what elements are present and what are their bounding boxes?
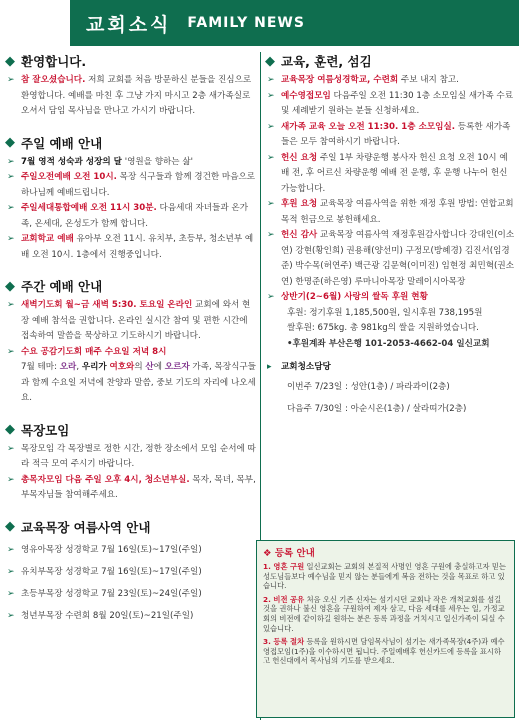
section-title: ◆ 주간 예배 안내 — [5, 278, 103, 294]
arrow-icon: ➢ — [7, 544, 15, 555]
arrow-icon: ➢ — [7, 234, 15, 244]
cleaning-label: ▸ 교회청소담당 — [265, 360, 515, 376]
list-item: ➢ 헌신 요청 주일 1부 차량운행 봉사자 헌신 요청 오전 10시 예배 전, 후 어르신 차량운행 예배 전 운행, 후 운행 나누어 헌신 가능합니다. — [267, 152, 508, 194]
page-subtitle: FAMILY NEWS — [187, 15, 305, 31]
list-item: ➢ 상반기(2~6월) 사랑의 쌀독 후원 현황 — [265, 290, 515, 306]
list-item: ➢ 주일오전예배 오전 10시. 목장 식구들과 함께 경건한 마음으로 하나님께 예배드립니다. — [7, 172, 256, 198]
registration-para: 3. 등록 절차 등록을 원하시면 담임목사님이 섬기는 새가족목장(4주)과 예수영접모임(1주)을 이수하시면 됩니다. 주일예배후 헌신카드에 등록을 표시하고 헌신대에서 목사님의 기도를 받으세요. — [263, 637, 505, 666]
triangle-icon: ▸ — [267, 362, 272, 372]
registration-para: 1. 영혼 구원 일신교회는 교회의 본질적 사명인 영혼 구원에 충실하고자 믿는 성도님들보다 예수님을 믿지 않는 분들에게 복음 전하는 것을 목표로 하고 있습니다. — [263, 562, 506, 591]
diamond-icon: ◆ — [5, 519, 15, 534]
list-item: ➢ 후원 요청 교육목장 여름사역을 위한 재정 후원 방법: 연합교회 목적 헌금으로 봉헌해세요. — [267, 199, 514, 225]
section-title: ◆ 목장모임 — [5, 422, 70, 438]
arrow-icon: ➢ — [7, 566, 15, 577]
arrow-icon: ➢ — [267, 199, 275, 209]
diamond-icon: ◆ — [5, 278, 15, 294]
section-title: ◆ 주일 예배 안내 — [5, 135, 103, 151]
list-item: ➢ 유치부목장 성경학교 7월 16일(토)~17일(주일) — [5, 561, 257, 583]
cleaning-row: 이번주 7/23일 : 성안(1층) / 파라과이(2층) — [287, 381, 450, 392]
registration-title: ❖ 등록 안내 — [263, 548, 315, 559]
registration-para: 2. 비전 공유 처음 오신 기존 신자는 섬기시던 교회나 작은 개척교회를 섬길 것을 권하나 불신 영혼을 구원하여 제자 삼고, 다음 세대를 세우는 일, 가정교회의 비전에 같이하길 원하는 분은 등록 과정을 거치시고 일신가족이 되실 수 있습니다. — [263, 594, 505, 633]
arrow-icon: ➢ — [7, 75, 15, 85]
arrow-icon: ➢ — [267, 121, 275, 132]
arrow-icon: ➢ — [267, 75, 275, 85]
list-item: ➢ 초등부목장 성경학교 7월 23일(토)~24일(주일) — [5, 583, 257, 605]
page-title: 교회소식 — [86, 13, 172, 36]
summer-ministry-section — [5, 518, 257, 627]
education-section — [265, 52, 515, 352]
arrow-icon: ➢ — [7, 610, 15, 621]
rice-support: 후원: 정기후원 1,185,500원, 일시후원 738,195원 — [287, 307, 483, 318]
arrow-icon: ➢ — [267, 230, 275, 240]
list-item: ➢ 참 잘오셨습니다. 저희 교회를 처음 방문하신 분들을 진심으로 환영합니다. 예배를 마친 후 그냥 가지 마시고 2층 새가족실로 오셔서 담임 목사님을 만나고 가시기 바랍니다. — [7, 75, 252, 116]
welcome-section — [5, 52, 257, 120]
list-item: ➢ 목장모임 각 목장별로 정한 시간, 정한 장소에서 모임 순서에 따라 적극 모여 주시기 바랍니다. — [7, 443, 256, 469]
diamond-icon: ◆ — [5, 135, 15, 150]
arrow-icon: ➢ — [267, 90, 275, 101]
arrow-icon: ➢ — [7, 588, 15, 599]
arrow-icon: ➢ — [7, 172, 15, 182]
list-item: ➢ 새벽기도회 월~금 새벽 5:30. 토요일 온라인 교회에 와서 현장 예배 참석을 권합니다. 온라인 실시간 참여 및 편한 시간에 접속하여 말씀을 묵상하고 기도하시기 바랍니다. — [7, 300, 251, 341]
left-column — [5, 52, 257, 627]
registration-box — [256, 540, 515, 718]
rice-support: 쌀후원: 675kg. 총 981kg의 쌀을 지원하였습니다. — [287, 323, 479, 333]
arrow-icon: ➢ — [7, 474, 15, 485]
list-item: ➢ 주일세대통합예배 오전 11시 30분. 다음세대 자녀들과 온가족, 온세대, 온성도가 함께 합니다. — [7, 203, 248, 229]
diamond-icon: ◆ — [5, 53, 15, 69]
arrow-icon: ➢ — [267, 152, 275, 163]
list-item: ➢ 헌신 감사 교육목장 여름사역 재정후원감사합니다 강대인(이소연) 강현(황인희) 권용해(양선미) 구정모(방혜경) 김진서(임경준) 박수목(허연주) 백근광 김문혁(이미진) 임현정 최민혁(권소연) 한명준(하은영) 루마니아목장 말레이시아목장 — [267, 230, 515, 287]
arrow-icon: ➢ — [7, 443, 15, 454]
arrow-icon: ➢ — [7, 346, 15, 357]
list-item: ➢ 교육목장 여름성경학교, 수련회 주보 내지 참고. — [265, 73, 515, 89]
arrow-icon: ➢ — [7, 156, 15, 167]
diamond-icon: ◆ — [5, 422, 15, 437]
list-item: ➢ 새가족 교육 오늘 오전 11:30. 1층 소모임실. 등록한 새가족들은 모두 참여하시기 바랍니다. — [267, 121, 511, 147]
diamond-icon: ◆ — [265, 53, 275, 69]
cleaning-section — [265, 360, 515, 420]
list-item: ➢ 영유아목장 성경학교 7월 16일(토)~17일(주일) — [5, 539, 257, 561]
donation-account: •후원계좌 부산은행 101-2053-4662-04 일신교회 — [287, 338, 490, 349]
right-column — [265, 52, 515, 420]
section-title: ◆ 교육목장 여름사역 안내 — [5, 519, 151, 535]
header-banner — [70, 0, 519, 46]
section-title: ◆ 환영합니다. — [5, 53, 87, 69]
arrow-icon: ➢ — [7, 203, 15, 213]
list-item: ➢ 예수영접모임 다음주일 오전 11:30 1층 소모임실 새가족 수료 및 세례받기 원하는 분들 신청하세요. — [267, 90, 513, 116]
list-item: ➢ 청년부목장 수련회 8월 20일(토)~21일(주일) — [5, 605, 257, 627]
list-item: ➢ 수요 공감기도회 매주 수요일 저녁 8시 7월 테마: 오라, 우리가 여호와의 산에 오르자 가족, 목장식구들과 함께 수요일 저녁에 찬양과 말씀, 중보 기도의 자리에 나오세요. — [7, 346, 256, 403]
sunday-worship-section — [5, 134, 257, 264]
weekday-worship-section — [5, 277, 257, 407]
arrow-icon: ➢ — [267, 292, 275, 302]
list-item: ➢ 7월 영적 성숙과 성장의 달 '영원을 향하는 삶' — [5, 155, 257, 171]
list-item: ➢ 총목자모임 다음 주일 오후 4시, 청소년부실. 목자, 목녀, 목부, 부목자님들 참여해주세요. — [7, 474, 256, 500]
section-title: ◆ 교육, 훈련, 섬김 — [265, 53, 372, 69]
moksang-section — [5, 421, 257, 504]
arrow-icon: ➢ — [7, 300, 15, 310]
cleaning-row: 다음주 7/30일 : 아순시온(1층) / 살라띠가(2층) — [287, 403, 467, 414]
list-item: ➢ 교회학교 예배 유아부 오전 11시. 유치부, 초등부, 청소년부 예배 오전 10시. 1층에서 진행중입니다. — [7, 234, 254, 260]
